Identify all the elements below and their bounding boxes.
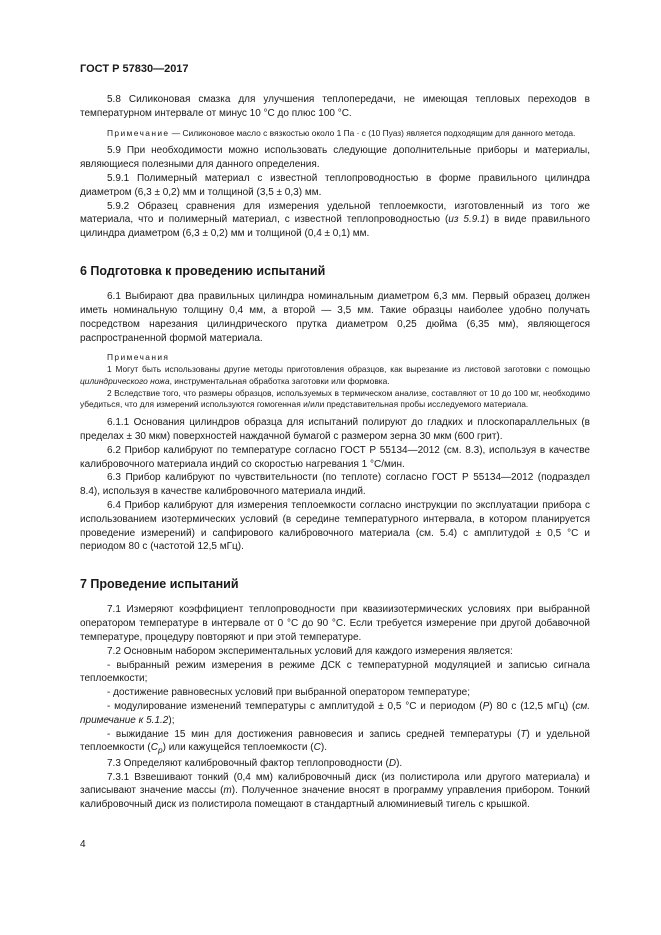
paragraph-5-8: 5.8 Силиконовая смазка для улучшения теплопередачи, не имеющая тепловых переходов в температурном интервале от минус 10 °С до плюс 100 °С. — [80, 94, 590, 119]
paragraph-6-1-1: 6.1.1 Основания цилиндров образца для испытаний полируют до гладких и плоскопараллельных (в пределах ± 30 мкм) поверхностей наждачной бумагой с размером зерна 30 мкм (600 грит). — [80, 417, 590, 442]
paragraph-5-9-2: 5.9.2 Образец сравнения для измерения удельной теплоемкости, изготовленный из того же материала, что и полимерный материал, с известной теплопроводностью (из 5.9.1) в виде правильного цилиндра диаметром (6,3 ± 0,2) мм и толщиной (0,4 ± 0,1) мм. — [80, 200, 591, 240]
document-header: ГОСТ Р 57830—2017 — [80, 63, 189, 75]
list-item-4: - выжидание 15 мин для достижения равновесия и запись средней температуры (T) и удельной теплоемкости $(C_p)$ или кажущейся теплоемкости (C). — [80, 728, 591, 756]
section-6-heading: 6 Подготовка к проведению испытаний — [80, 263, 326, 278]
paragraph-7-2: 7.2 Основным набором экспериментальных условий для каждого измерения является: — [107, 645, 513, 657]
list-item-1: - выбранный режим измерения в режиме ДСК с температурной модуляцией и записью сигнала теплоемкости; — [80, 659, 590, 685]
paragraph-6-4: 6.4 Прибор калибруют для измерения теплоемкости согласно инструкции по эксплуатации прибора с использованием изотермических условий (в середине температурного интервала, в котором планируется проведение измерений) и сапфирового калибровочного материала (см. 5.4) с амплитудой ± 0,5 °С и периодом 80 с (частотой 12,5 мГц). — [80, 499, 590, 553]
paragraph-6-1: 6.1 Выбирают два правильных цилиндра номинальным диаметром 6,3 мм. Первый образец должен иметь номинальную толщину 0,4 мм, а второй — 3,5 мм. Такие образцы наиболее удобно получать посредством нарезания цилиндрического прутка диаметром 0,25 дюйма (6,35 мм), являющегося распространенной формой материала. — [80, 291, 590, 344]
document-body — [80, 93, 590, 812]
page-number: 4 — [80, 839, 86, 850]
paragraph-7-3: 7.3 Определяют калибровочный фактор теплопроводности (D). — [107, 757, 403, 769]
notes-label: Примечания — [107, 352, 170, 363]
note-1: 1 Могут быть использованы другие методы приготовления образцов, как вырезание из листовой заготовки с помощью цилиндрического ножа, инструментальная обработка заготовки или формовка. — [80, 364, 590, 386]
paragraph-6-3: 6.3 Прибор калибруют по чувствительности (по теплоте) согласно ГОСТ Р 55134—2012 (подраздел 8.4), используя в качестве калибровочного материала индий. — [80, 472, 590, 498]
notes-6-1 — [80, 352, 590, 411]
paragraph-6-2: 6.2 Прибор калибруют по температуре согласно ГОСТ Р 55134—2012 (см. 8.3), используя в качестве калибровочного материала индий со скоростью нагревания 1 °С/мин. — [80, 444, 590, 470]
paragraph-5-9-1: 5.9.1 Полимерный материал с известной теплопроводностью в форме правильного цилиндра диаметром (6,3 ± 0,2) мм и толщиной (3,5 ± 0,3) мм. — [80, 172, 590, 198]
note-2: 2 Вследствие того, что размеры образцов, используемых в термическом анализе, составляют от 10 до 100 мг, необходимо убедиться, что для измерений используются гомогенная и/или представительная пробы исследуемого материала. — [80, 387, 590, 410]
paragraph-7-1: 7.1 Измеряют коэффициент теплопроводности при квазиизотермических условиях при выбранной оператором температуре в интервале от 0 °С до 90 °С. Если требуется измерение при другой добавочной температуре, процедуру повторяют и при этой температуре. — [80, 604, 590, 644]
paragraph-7-3-1: 7.3.1 Взвешивают тонкий (0,4 мм) калибровочный диск (из полистирола или другого материала) и записывают значение массы (m). Полученное значение вносят в программу управления прибором. Тонкий калибровочный диск из полистирола помещают в стандартный алюминиевый тигель с крышкой. — [80, 771, 590, 811]
section-7-heading: 7 Проведение испытаний — [80, 577, 239, 592]
note-5-8 — [80, 128, 590, 140]
note-text: — Силиконовое масло с вязкостью около 1 Па · с (10 Пуаз) является подходящим для данного метода. — [169, 127, 576, 138]
paragraph-5-9: 5.9 При необходимости можно использовать следующие дополнительные приборы и материалы, являющиеся полезными для данного определения. — [80, 145, 590, 171]
list-item-3: - модулирование изменений температуры с амплитудой ± 0,5 °С и периодом (P) 80 с (12,5 мГц) (см. примечание к 5.1.2); — [80, 701, 590, 726]
note-label: Примечание — [107, 127, 170, 138]
list-item-2: - достижение равновесных условий при выбранной оператором температуре; — [107, 687, 470, 699]
